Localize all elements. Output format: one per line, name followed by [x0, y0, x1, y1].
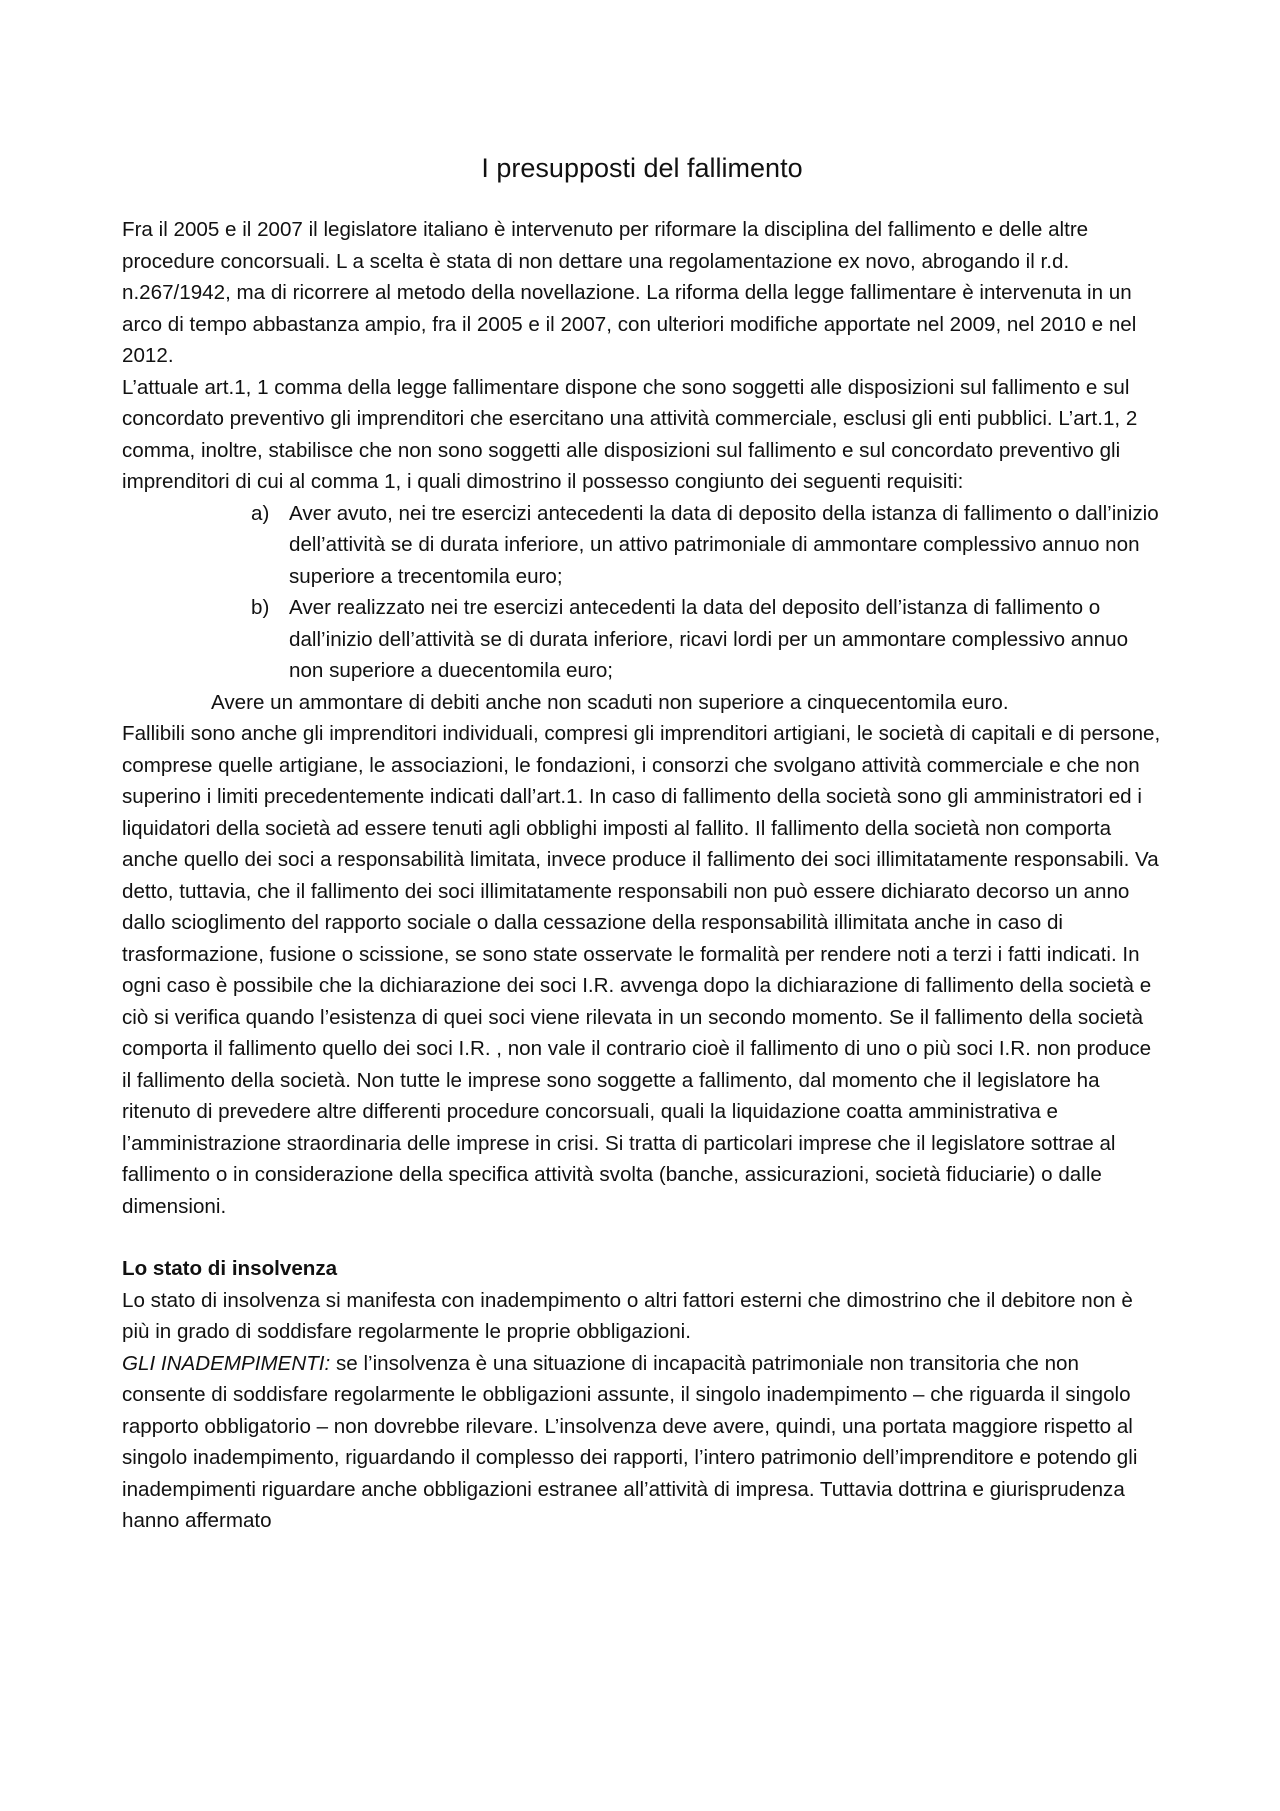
section-heading: Lo stato di insolvenza — [122, 1257, 338, 1280]
requirement-debiti: Avere un ammontare di debiti anche non scaduti non superiore a cinquecentomila euro. — [211, 690, 1009, 714]
requirement-item — [122, 592, 1162, 687]
document-page — [122, 150, 1162, 1537]
inadempimenti-text: se l’insolvenza è una situazione di incapacità patrimoniale non transitoria che non consente di soddisfare regolarmente le obbligazioni assunte, il singolo inadempimento – che riguarda il singolo rapporto obbligatorio – non dovrebbe rilevare. L’insolvenza deve avere, quindi, una portata maggiore rispetto al singolo inadempimento, riguardando il complesso dei rapporti, l’intero patrimonio dell’imprenditore e potendo gli inadempimenti riguardare anche obbligazioni estranee all’attività di impresa. Tuttavia dottrina e giurisprudenza hanno affermato — [122, 1351, 1138, 1532]
requirement-text: Aver avuto, nei tre esercizi antecedenti la data di deposito della istanza di fallimento o dall’inizio dell’attività se di durata inferiore, un attivo patrimoniale di ammontare complessivo annuo non superiore a trecentomila euro; — [289, 501, 1159, 588]
paragraph-spacer — [122, 1222, 1162, 1253]
paragraph-fallibili: Fallibili sono anche gli imprenditori individuali, compresi gli imprenditori artigiani, le società di capitali e di persone, comprese quelle artigiane, le associazioni, le fondazioni, i consorzi che svolgano attività commerciale e che non superino i limiti precedentemente indicati dall’art.1. In caso di fallimento della società sono gli amministratori ed i liquidatori della società ad essere tenuti agli obblighi imposti al fallito. Il fallimento della società non comporta anche quello dei soci a responsabilità limitata, invece produce il fallimento dei soci illimitatamente responsabili. Va detto, tuttavia, che il fallimento dei soci illimitatamente responsabili non può essere dichiarato decorso un anno dallo scioglimento del rapporto sociale o dalla cessazione della responsabilità illimitata anche in caso di trasformazione, fusione o scissione, se sono state osservate le formalità per rendere noti a terzi i fatti indicati. In ogni caso è possibile che la dichiarazione dei soci I.R. avvenga dopo la dichiarazione di fallimento della società e ciò si verifica quando l’esistenza di quei soci viene rilevata in un secondo momento. Se il fallimento della società comporta il fallimento quello dei soci I.R. , non vale il contrario cioè il fallimento di uno o più soci I.R. non produce il fallimento della società. Non tutte le imprese sono soggette a fallimento, dal momento che il legislatore ha ritenuto di prevedere altre differenti procedure concorsuali, quali la liquidazione coatta amministrativa e l’amministrazione straordinaria delle imprese in crisi. Si tratta di particolari imprese che il legislatore sottrae al fallimento o in considerazione della specifica attività svolta (banche, assicurazioni, società fiduciarie) o dalle dimensioni. — [122, 722, 1161, 1218]
list-marker: b) — [251, 596, 270, 619]
inadempimenti-label: GLI INADEMPIMENTI: — [122, 1351, 331, 1375]
list-marker: a) — [251, 501, 270, 525]
requirements-list — [122, 498, 1162, 687]
paragraph-art1: L’attuale art.1, 1 comma della legge fallimentare dispone che sono soggetti alle disposizioni sul fallimento e sul concordato preventivo gli imprenditori che esercitano una attività commerciale, esclusi gli enti pubblici. L’art.1, 2 comma, inoltre, stabilisce che non sono soggetti alle disposizioni sul fallimento e sul concordato preventivo gli imprenditori di cui al comma 1, i quali dimostrino il possesso congiunto dei seguenti requisiti: — [122, 375, 1138, 493]
requirement-text: Aver realizzato nei tre esercizi antecedenti la data del deposito dell’istanza di fallimento o dall’inizio dell’attività se di durata inferiore, ricavi lordi per un ammontare complessivo annuo non superiore a duecentomila euro; — [289, 596, 1129, 682]
paragraph-inadempimenti — [122, 1348, 1162, 1537]
requirement-item — [122, 498, 1162, 593]
paragraph-riforma: Fra il 2005 e il 2007 il legislatore italiano è intervenuto per riformare la disciplina del fallimento e delle altre procedure concorsuali. L a scelta è stata di non dettare una regolamentazione ex novo, abrogando il r.d. n.267/1942, ma di ricorrere al metodo della novellazione. La riforma della legge fallimentare è intervenuta in un arco di tempo abbastanza ampio, fra il 2005 e il 2007, con ulteriori modifiche apportate nel 2009, nel 2010 e nel 2012. — [122, 218, 1137, 367]
paragraph-insolvenza: Lo stato di insolvenza si manifesta con inadempimento o altri fattori esterni che dimostrino che il debitore non è più in grado di soddisfare regolarmente le proprie obbligazioni. — [122, 1288, 1133, 1343]
document-title: I presupposti del fallimento — [481, 153, 803, 183]
